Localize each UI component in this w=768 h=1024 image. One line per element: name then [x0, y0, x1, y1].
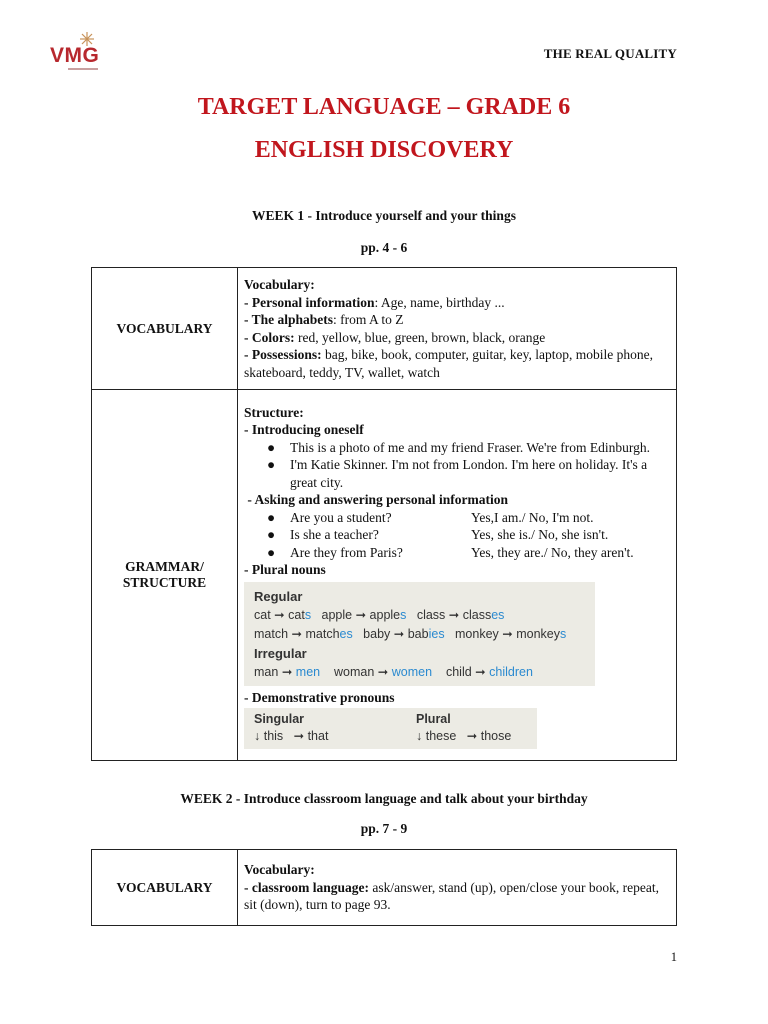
demonstrative-panel: [244, 708, 537, 749]
vocab-key: - classroom language:: [244, 879, 369, 895]
page-number: 1: [670, 950, 677, 964]
singular-word: man: [254, 664, 279, 679]
vocabulary-label: VOCABULARY: [92, 850, 238, 926]
plural-nouns-panel: [244, 582, 595, 686]
vocabulary-label: VOCABULARY: [92, 268, 238, 390]
vocabulary-content: [238, 268, 677, 390]
irregular-heading: Irregular: [254, 645, 307, 661]
grammar-label-line: STRUCTURE: [122, 575, 207, 590]
arrow-right-icon: ➞: [355, 607, 367, 622]
table-row: [92, 850, 677, 926]
arrow-right-icon: ➞: [293, 729, 305, 744]
week2-title: WEEK 2 - Introduce classroom language and talk about your birthday: [180, 791, 588, 806]
question-text: Are you a student?: [290, 509, 392, 525]
plural-word: women: [391, 664, 433, 679]
list-item: [254, 544, 670, 562]
list-item-text: I'm Katie Skinner. I'm not from London. I'm here on holiday. It's a great city.: [290, 457, 648, 490]
vocabulary-content: [238, 850, 677, 926]
plural-stem: monkey: [516, 626, 561, 641]
plural-stem: apple: [369, 607, 401, 622]
intro-heading: - Introducing oneself: [244, 422, 364, 438]
list-item: [254, 526, 670, 544]
logo-text: VMG: [50, 44, 100, 67]
singular-word: woman: [334, 664, 375, 679]
arrow-right-icon: ➞: [502, 626, 513, 641]
bullet-icon: ●: [267, 544, 276, 560]
list-item: [254, 456, 670, 491]
logo-underline: [68, 68, 98, 70]
vocab-text: : Age, name, birthday ...: [374, 294, 505, 310]
vocab-key: - Possessions:: [244, 347, 322, 362]
table-row: [92, 268, 677, 390]
plural-ending: es: [491, 607, 505, 622]
week2-pages: pp. 7 - 9: [360, 821, 408, 836]
week1-table: [91, 267, 677, 761]
vocab-line: [244, 329, 670, 347]
intro-list: [254, 439, 670, 492]
demonstrative-heading: - Demonstrative pronouns: [244, 689, 395, 705]
singular-word: apple: [321, 607, 353, 622]
vocab-key: - Colors:: [244, 329, 295, 345]
asking-heading: - Asking and answering personal information: [244, 492, 509, 508]
arrow-right-icon: ➞: [475, 664, 486, 679]
week1-pages: pp. 4 - 6: [360, 240, 408, 255]
singular-heading: Singular: [254, 712, 305, 727]
vocab-key: - Personal information: [244, 294, 375, 310]
vocabulary-heading: Vocabulary:: [244, 277, 315, 292]
plural-ending: s: [400, 607, 407, 622]
far-word: that: [307, 729, 329, 744]
vocab-line: [244, 879, 670, 914]
document-title: TARGET LANGUAGE – GRADE 6: [197, 94, 571, 120]
plural-ending: es: [339, 626, 353, 641]
regular-row-2: [254, 625, 585, 644]
plural-stem: cat: [288, 607, 305, 622]
bullet-icon: ●: [267, 509, 276, 525]
grammar-label-line: GRAMMAR/: [125, 559, 204, 574]
vocabulary-heading: Vocabulary:: [244, 862, 315, 878]
arrow-right-icon: ➞: [274, 607, 285, 622]
singular-word: match: [254, 626, 289, 641]
vocab-text: ask/answer, stand (up), open/close your book, repeat, sit (down), turn to page 93.: [244, 879, 659, 913]
list-item: [254, 439, 670, 457]
near-word: these: [425, 729, 457, 744]
singular-column: [254, 711, 328, 745]
grammar-content: [238, 390, 677, 761]
arrow-right-icon: ➞: [466, 729, 478, 744]
vocab-text: bag, bike, book, computer, guitar, key, laptop, mobile phone, skateboard, teddy, TV, wallet, watch: [244, 347, 653, 380]
singular-word: baby: [363, 626, 391, 641]
list-item: [254, 509, 670, 527]
singular-word: child: [445, 664, 472, 679]
irregular-row: [254, 663, 585, 682]
arrow-down-icon: ↓: [254, 729, 261, 744]
week1-title: WEEK 1 - Introduce yourself and your things: [252, 208, 516, 223]
singular-word: class: [416, 607, 446, 622]
plural-heading: - Plural nouns: [244, 562, 326, 578]
plural-heading-small: Plural: [416, 712, 451, 727]
bullet-icon: ●: [267, 527, 276, 543]
singular-word: monkey: [455, 626, 499, 641]
arrow-right-icon: ➞: [291, 626, 303, 641]
near-word: this: [263, 729, 284, 744]
plural-column: [416, 711, 511, 745]
plural-ending: s: [304, 607, 312, 622]
vmg-logo: [50, 32, 120, 70]
answer-text: Yes, they are./ No, they aren't.: [471, 544, 634, 560]
plural-stem: bab: [407, 626, 429, 641]
singular-word: cat: [254, 607, 271, 622]
arrow-right-icon: ➞: [281, 664, 293, 679]
vocab-line: [244, 346, 670, 381]
plural-stem: class: [462, 607, 492, 622]
regular-heading: Regular: [254, 588, 303, 604]
arrow-right-icon: ➞: [377, 664, 389, 679]
grammar-label: [92, 390, 238, 761]
far-word: those: [480, 729, 512, 744]
vocab-line: [244, 294, 670, 312]
plural-ending: s: [560, 626, 567, 641]
question-text: Are they from Paris?: [290, 544, 403, 560]
arrow-right-icon: ➞: [393, 626, 405, 641]
vocab-line: [244, 311, 670, 329]
week2-table: [91, 849, 677, 926]
document-subtitle: ENGLISH DISCOVERY: [254, 137, 514, 163]
qa-list: [254, 509, 670, 562]
answer-text: Yes,I am./ No, I'm not.: [471, 509, 594, 525]
plural-stem: match: [305, 626, 340, 641]
table-row: [92, 390, 677, 761]
regular-row-1: [254, 606, 585, 625]
arrow-down-icon: ↓: [416, 729, 423, 744]
plural-word: men: [295, 664, 321, 679]
vocab-text: red, yellow, blue, green, brown, black, orange: [294, 329, 546, 345]
question-text: Is she a teacher?: [290, 527, 379, 543]
structure-heading: Structure:: [244, 404, 304, 420]
header-tagline: THE REAL QUALITY: [543, 46, 677, 61]
arrow-right-icon: ➞: [448, 607, 460, 622]
plural-ending: ies: [428, 626, 445, 641]
bullet-icon: ●: [267, 457, 276, 473]
vocab-text: : from A to Z: [333, 312, 404, 327]
answer-text: Yes, she is./ No, she isn't.: [471, 527, 609, 543]
bullet-icon: ●: [267, 439, 276, 455]
plural-word: children: [489, 664, 533, 679]
list-item-text: This is a photo of me and my friend Fraser. We're from Edinburgh.: [290, 439, 651, 455]
vocab-key: - The alphabets: [244, 312, 334, 327]
